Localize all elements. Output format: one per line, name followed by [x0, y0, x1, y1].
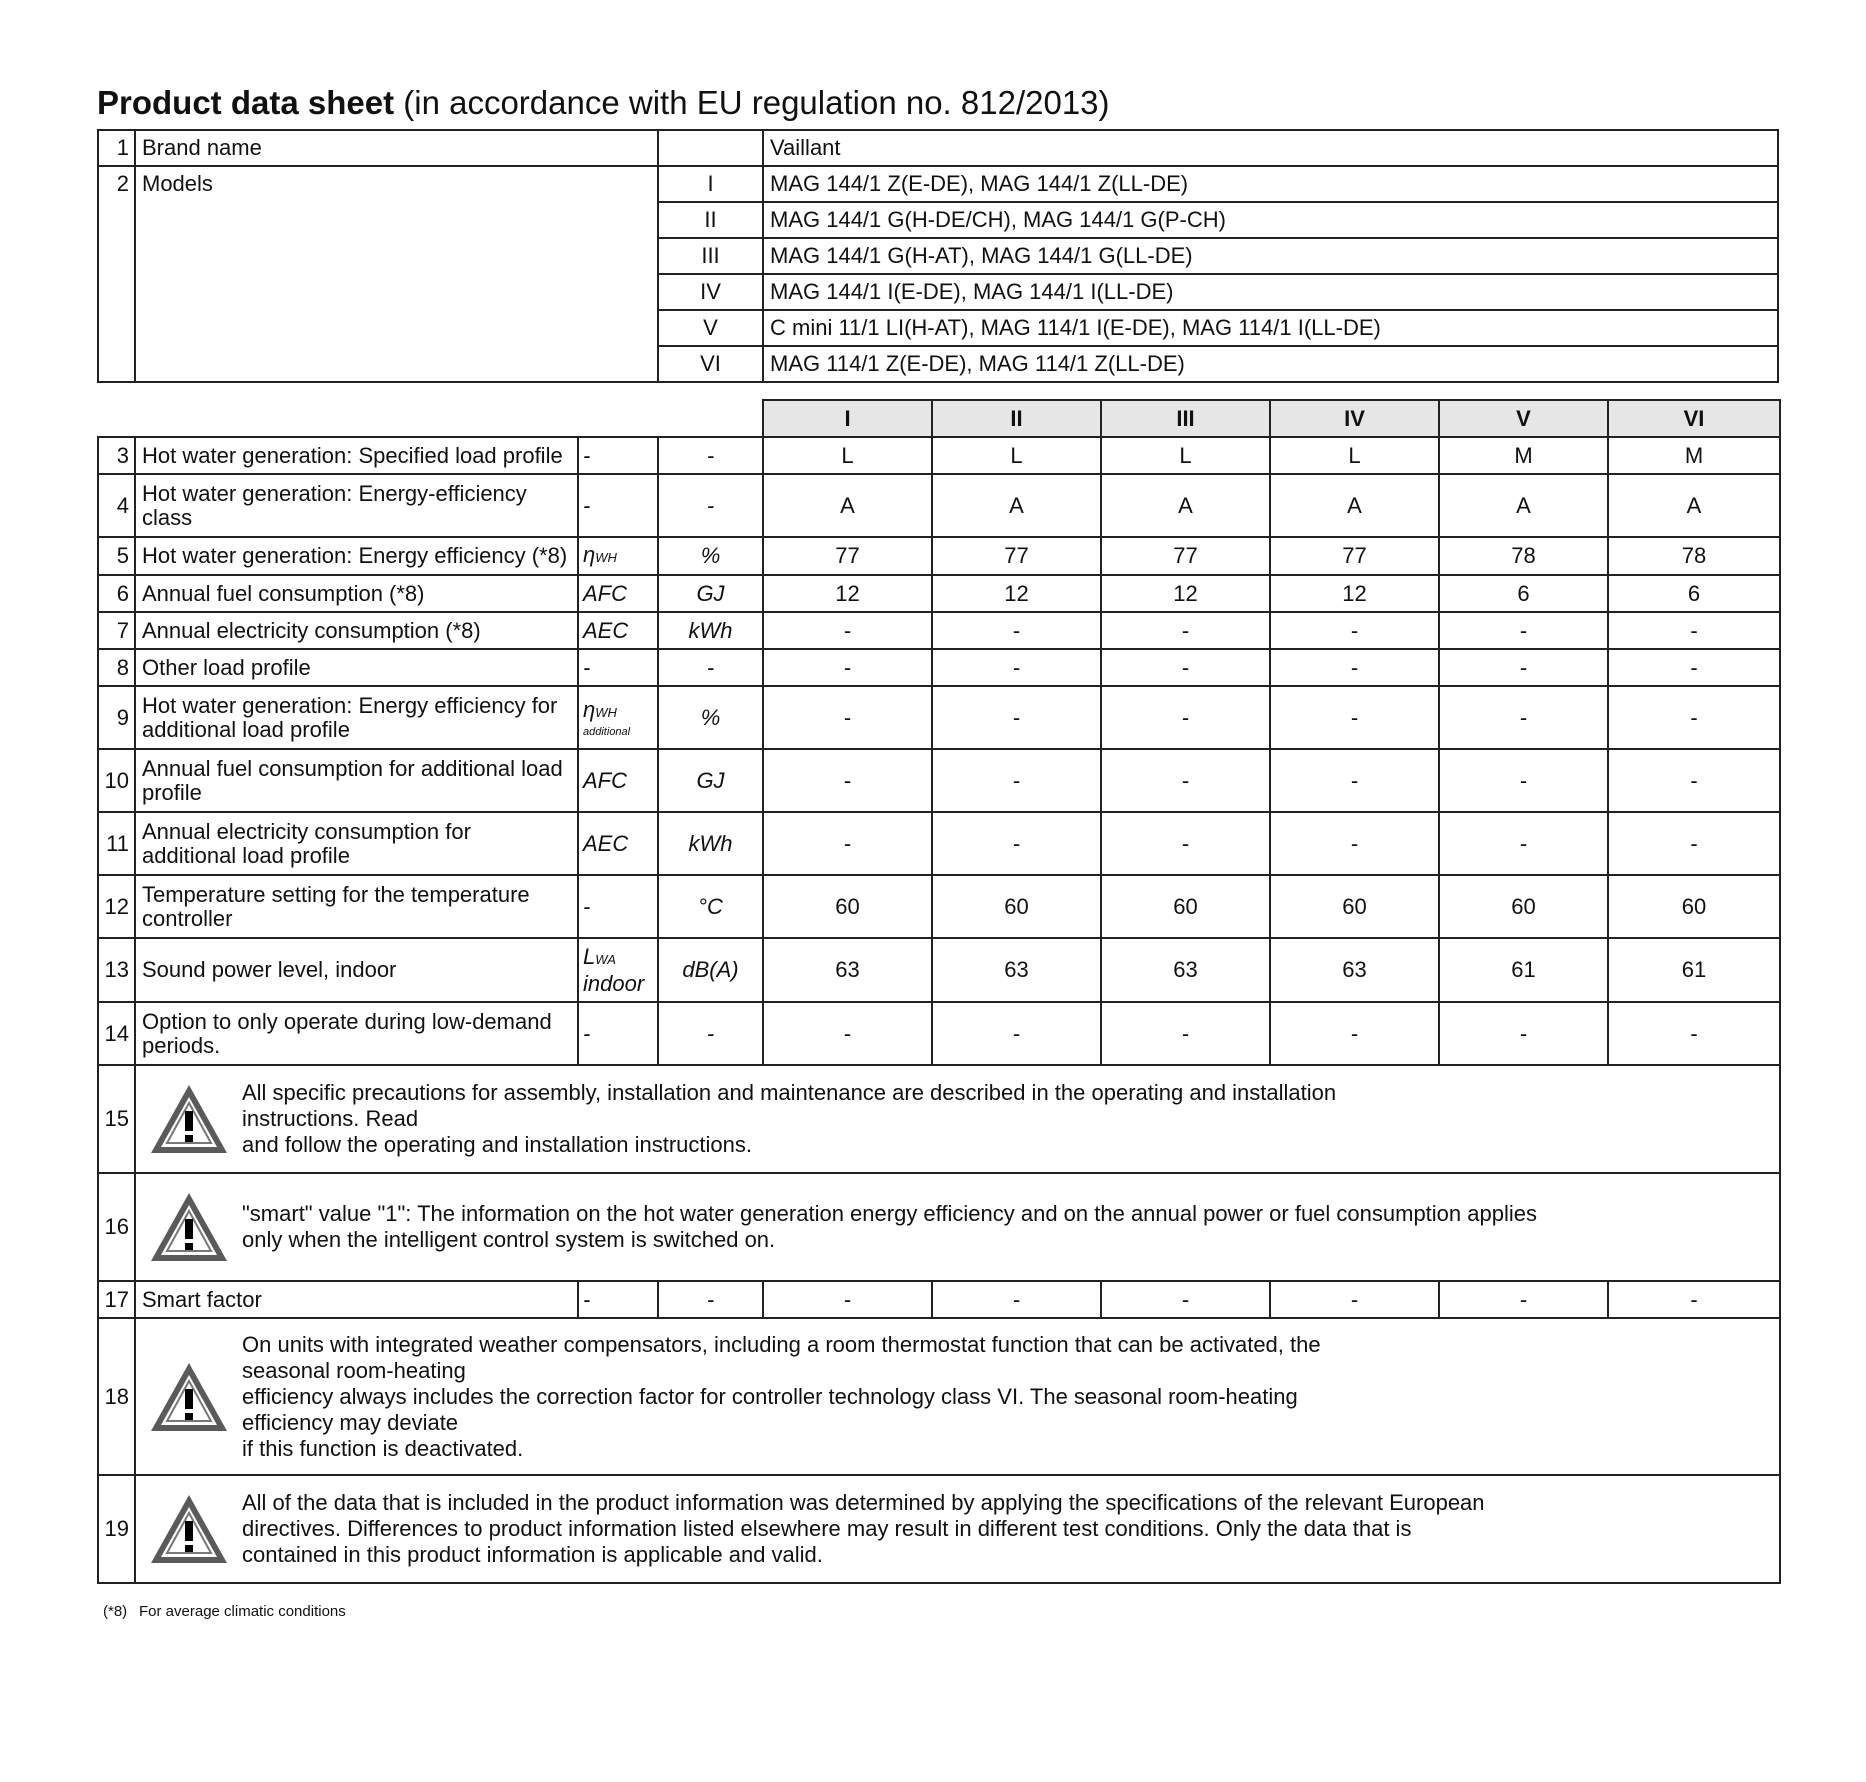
column-header: VI	[1608, 400, 1780, 437]
unit-cell: -	[658, 649, 763, 686]
value-cell: -	[1608, 686, 1780, 749]
model-value: MAG 144/1 Z(E-DE), MAG 144/1 Z(LL-DE)	[763, 166, 1778, 202]
symbol-cell	[578, 686, 658, 749]
row-label: Annual electricity consumption for additional load profile	[135, 812, 578, 875]
footnote-text: For average climatic conditions	[139, 1603, 346, 1620]
value-cell: 12	[932, 575, 1101, 612]
symbol-cell: AEC	[578, 812, 658, 875]
row-number: 1	[98, 130, 135, 166]
row-number: 12	[98, 875, 135, 938]
value-cell: -	[1608, 812, 1780, 875]
value-cell: -	[932, 1002, 1101, 1065]
symbol-cell	[578, 938, 658, 1002]
data-row	[98, 749, 1780, 812]
unit-cell: °C	[658, 875, 763, 938]
symbol-cell: -	[578, 1002, 658, 1065]
value-cell: -	[763, 749, 932, 812]
value-cell: 78	[1439, 537, 1608, 575]
value-cell: L	[932, 437, 1101, 474]
unit-cell: dB(A)	[658, 938, 763, 1002]
value-cell: 60	[1270, 875, 1439, 938]
value-cell: -	[1439, 686, 1608, 749]
model-id: II	[658, 202, 763, 238]
title-rest: (in accordance with EU regulation no. 812/2013)	[394, 84, 1110, 121]
data-row	[98, 474, 1780, 537]
value-cell: -	[763, 686, 932, 749]
unit-cell: -	[658, 437, 763, 474]
note-line: seasonal room-heating	[242, 1357, 466, 1383]
value-cell: L	[1101, 437, 1270, 474]
model-id: VI	[658, 346, 763, 382]
column-header: I	[763, 400, 932, 437]
value-cell: A	[1439, 474, 1608, 537]
value-cell: 12	[763, 575, 932, 612]
note-cell	[135, 1173, 1780, 1281]
note-line: and follow the operating and installation instructions.	[242, 1132, 752, 1157]
value-cell: -	[1101, 1281, 1270, 1318]
model-row	[98, 166, 1778, 202]
value-cell: A	[1101, 474, 1270, 537]
value-cell: -	[1439, 612, 1608, 649]
symbol-note: additional	[583, 726, 631, 738]
note-line: All of the data that is included in the product information was determined by applying the specifications of the relevant European	[242, 1490, 1485, 1515]
value-cell: 63	[763, 938, 932, 1002]
value-cell: 60	[1439, 875, 1608, 938]
value-cell: L	[763, 437, 932, 474]
symbol-subscript: WA	[595, 951, 616, 967]
row-number: 8	[98, 649, 135, 686]
value-cell: -	[932, 812, 1101, 875]
value-cell: L	[1270, 437, 1439, 474]
value-cell: -	[1270, 812, 1439, 875]
row-number: 11	[98, 812, 135, 875]
row-label: Hot water generation: Energy efficiency for additional load profile	[135, 686, 578, 749]
data-row	[98, 875, 1780, 938]
value-cell: A	[932, 474, 1101, 537]
unit-cell: -	[658, 474, 763, 537]
symbol-cell: AFC	[578, 575, 658, 612]
value-cell: -	[1270, 1002, 1439, 1065]
note-row	[98, 1318, 1780, 1475]
value-cell: -	[1439, 1002, 1608, 1065]
value-cell: 6	[1608, 575, 1780, 612]
value-cell: -	[932, 612, 1101, 649]
models-label: Models	[135, 166, 658, 382]
data-rows	[98, 437, 1780, 1583]
model-id: IV	[658, 274, 763, 310]
model-id: III	[658, 238, 763, 274]
brand-id-cell	[658, 130, 763, 166]
value-cell: 6	[1439, 575, 1608, 612]
row-number: 19	[98, 1475, 135, 1583]
note-line: contained in this product information is applicable and valid.	[242, 1542, 823, 1567]
row-number: 6	[98, 575, 135, 612]
row-number: 3	[98, 437, 135, 474]
value-cell: 77	[1270, 537, 1439, 575]
value-cell: -	[1439, 1281, 1608, 1318]
unit-cell: GJ	[658, 749, 763, 812]
symbol-text: L	[583, 943, 596, 969]
row-label: Hot water generation: Energy-efficiency class	[135, 474, 578, 537]
value-cell: -	[1608, 612, 1780, 649]
row-number: 9	[98, 686, 135, 749]
value-cell: -	[1439, 649, 1608, 686]
row-label: Option to only operate during low-demand periods.	[135, 1002, 578, 1065]
value-cell: -	[1608, 1002, 1780, 1065]
value-cell: -	[1101, 612, 1270, 649]
brand-value: Vaillant	[763, 130, 1778, 166]
value-cell: -	[1101, 1002, 1270, 1065]
data-row	[98, 649, 1780, 686]
note-row	[98, 1475, 1780, 1583]
note-text	[242, 1324, 1779, 1470]
value-cell: 63	[1270, 938, 1439, 1002]
value-cell: -	[1439, 749, 1608, 812]
note-line: instructions. Read	[242, 1106, 419, 1131]
brand-row	[98, 130, 1778, 166]
unit-cell: %	[658, 686, 763, 749]
row-number: 7	[98, 612, 135, 649]
row-number: 2	[98, 166, 135, 382]
row-number: 16	[98, 1173, 135, 1281]
row-number: 17	[98, 1281, 135, 1318]
row-number: 5	[98, 537, 135, 575]
column-header: II	[932, 400, 1101, 437]
title-bold: Product data sheet	[97, 84, 395, 121]
value-cell: -	[763, 612, 932, 649]
row-number: 13	[98, 938, 135, 1002]
value-cell: -	[932, 1281, 1101, 1318]
row-number: 10	[98, 749, 135, 812]
model-value: MAG 144/1 I(E-DE), MAG 144/1 I(LL-DE)	[763, 274, 1778, 310]
unit-cell: kWh	[658, 812, 763, 875]
value-cell: -	[1101, 649, 1270, 686]
value-cell: 77	[1101, 537, 1270, 575]
data-row	[98, 812, 1780, 875]
warning-triangle-icon	[148, 1189, 230, 1265]
value-cell: 77	[932, 537, 1101, 575]
page-title	[97, 84, 1110, 122]
data-row	[98, 686, 1780, 749]
symbol-text: η	[583, 541, 596, 567]
data-row	[98, 437, 1780, 474]
symbol-cell: -	[578, 437, 658, 474]
note-line: All specific precautions for assembly, installation and maintenance are described in the operating and installation	[242, 1080, 1337, 1105]
data-row	[98, 537, 1780, 575]
note-line: only when the intelligent control system is switched on.	[242, 1227, 776, 1252]
value-cell: -	[1270, 649, 1439, 686]
symbol-cell: -	[578, 474, 658, 537]
note-row	[98, 1065, 1780, 1173]
note-line: On units with integrated weather compensators, including a room thermostat function that can be activated, the	[242, 1331, 1321, 1357]
value-cell: -	[1608, 749, 1780, 812]
value-cell: -	[763, 1002, 932, 1065]
note-text	[242, 1193, 1779, 1261]
value-cell: -	[1101, 812, 1270, 875]
unit-cell: -	[658, 1002, 763, 1065]
note-cell	[135, 1475, 1780, 1583]
value-cell: A	[763, 474, 932, 537]
symbol-note: indoor	[583, 970, 645, 996]
unit-cell: GJ	[658, 575, 763, 612]
value-cell: A	[1270, 474, 1439, 537]
row-label: Hot water generation: Energy efficiency (*8)	[135, 537, 578, 575]
symbol-cell: -	[578, 875, 658, 938]
note-text	[242, 1072, 1779, 1166]
row-label: Annual fuel consumption (*8)	[135, 575, 578, 612]
value-cell: -	[763, 649, 932, 686]
note-line: efficiency always includes the correction factor for controller technology class VI. The seasonal room-heating	[242, 1383, 1298, 1409]
footnote-key: (*8)	[103, 1603, 128, 1620]
column-header: IV	[1270, 400, 1439, 437]
model-value: C mini 11/1 LI(H-AT), MAG 114/1 I(E-DE), MAG 114/1 I(LL-DE)	[763, 310, 1778, 346]
column-header: III	[1101, 400, 1270, 437]
row-label: Temperature setting for the temperature controller	[135, 875, 578, 938]
value-cell: -	[932, 686, 1101, 749]
symbol-cell: AFC	[578, 749, 658, 812]
row-label: Annual electricity consumption (*8)	[135, 612, 578, 649]
footnote	[103, 1603, 346, 1620]
value-cell: A	[1608, 474, 1780, 537]
note-line: efficiency may deviate	[242, 1409, 459, 1435]
value-cell: -	[763, 812, 932, 875]
note-text	[242, 1482, 1779, 1576]
unit-cell: kWh	[658, 612, 763, 649]
data-row	[98, 1281, 1780, 1318]
symbol-subscript: WH	[595, 705, 617, 720]
note-cell	[135, 1318, 1780, 1475]
data-row	[98, 1002, 1780, 1065]
column-header: V	[1439, 400, 1608, 437]
note-line: "smart" value "1": The information on the hot water generation energy efficiency and on the annual power or fuel consumption applies	[242, 1201, 1537, 1226]
data-row	[98, 938, 1780, 1002]
row-label: Smart factor	[135, 1281, 578, 1318]
warning-triangle-icon	[148, 1081, 230, 1157]
value-cell: 77	[763, 537, 932, 575]
value-cell: M	[1608, 437, 1780, 474]
row-number: 4	[98, 474, 135, 537]
value-cell: 63	[1101, 938, 1270, 1002]
row-number: 14	[98, 1002, 135, 1065]
brand-label: Brand name	[135, 130, 658, 166]
value-cell: -	[1101, 749, 1270, 812]
row-label: Hot water generation: Specified load profile	[135, 437, 578, 474]
row-number: 18	[98, 1318, 135, 1475]
value-cell: -	[1101, 686, 1270, 749]
brand-models-table	[97, 129, 1779, 383]
symbol-cell: AEC	[578, 612, 658, 649]
column-header-row	[98, 400, 1780, 437]
value-cell: -	[1608, 649, 1780, 686]
symbol-subscript: WH	[595, 549, 617, 565]
symbol-cell: -	[578, 1281, 658, 1318]
note-line: directives. Differences to product information listed elsewhere may result in different test conditions. Only the data that is	[242, 1516, 1412, 1541]
value-cell: -	[1439, 812, 1608, 875]
row-label: Sound power level, indoor	[135, 938, 578, 1002]
value-cell: M	[1439, 437, 1608, 474]
symbol-text: η	[583, 697, 596, 722]
value-cell: -	[1270, 749, 1439, 812]
value-cell: -	[1270, 686, 1439, 749]
value-cell: 60	[1608, 875, 1780, 938]
value-cell: 60	[1101, 875, 1270, 938]
data-row	[98, 612, 1780, 649]
unit-cell: %	[658, 537, 763, 575]
model-id: I	[658, 166, 763, 202]
row-label: Other load profile	[135, 649, 578, 686]
value-cell: 60	[763, 875, 932, 938]
value-cell: -	[763, 1281, 932, 1318]
symbol-cell: -	[578, 649, 658, 686]
value-cell: 12	[1270, 575, 1439, 612]
header-spacer	[98, 400, 763, 437]
note-line: if this function is deactivated.	[242, 1435, 524, 1461]
unit-cell: -	[658, 1281, 763, 1318]
value-cell: -	[932, 649, 1101, 686]
symbol-cell	[578, 537, 658, 575]
warning-triangle-icon	[148, 1491, 230, 1567]
note-row	[98, 1173, 1780, 1281]
model-value: MAG 114/1 Z(E-DE), MAG 114/1 Z(LL-DE)	[763, 346, 1778, 382]
model-id: V	[658, 310, 763, 346]
data-row	[98, 575, 1780, 612]
product-data-table	[97, 399, 1781, 1584]
model-value: MAG 144/1 G(H-DE/CH), MAG 144/1 G(P-CH)	[763, 202, 1778, 238]
value-cell: 61	[1439, 938, 1608, 1002]
value-cell: 60	[932, 875, 1101, 938]
model-value: MAG 144/1 G(H-AT), MAG 144/1 G(LL-DE)	[763, 238, 1778, 274]
value-cell: -	[932, 749, 1101, 812]
value-cell: -	[1608, 1281, 1780, 1318]
warning-triangle-icon	[148, 1359, 230, 1435]
row-label: Annual fuel consumption for additional load profile	[135, 749, 578, 812]
value-cell: 61	[1608, 938, 1780, 1002]
value-cell: -	[1270, 612, 1439, 649]
row-number: 15	[98, 1065, 135, 1173]
value-cell: 12	[1101, 575, 1270, 612]
value-cell: -	[1270, 1281, 1439, 1318]
value-cell: 63	[932, 938, 1101, 1002]
value-cell: 78	[1608, 537, 1780, 575]
note-cell	[135, 1065, 1780, 1173]
